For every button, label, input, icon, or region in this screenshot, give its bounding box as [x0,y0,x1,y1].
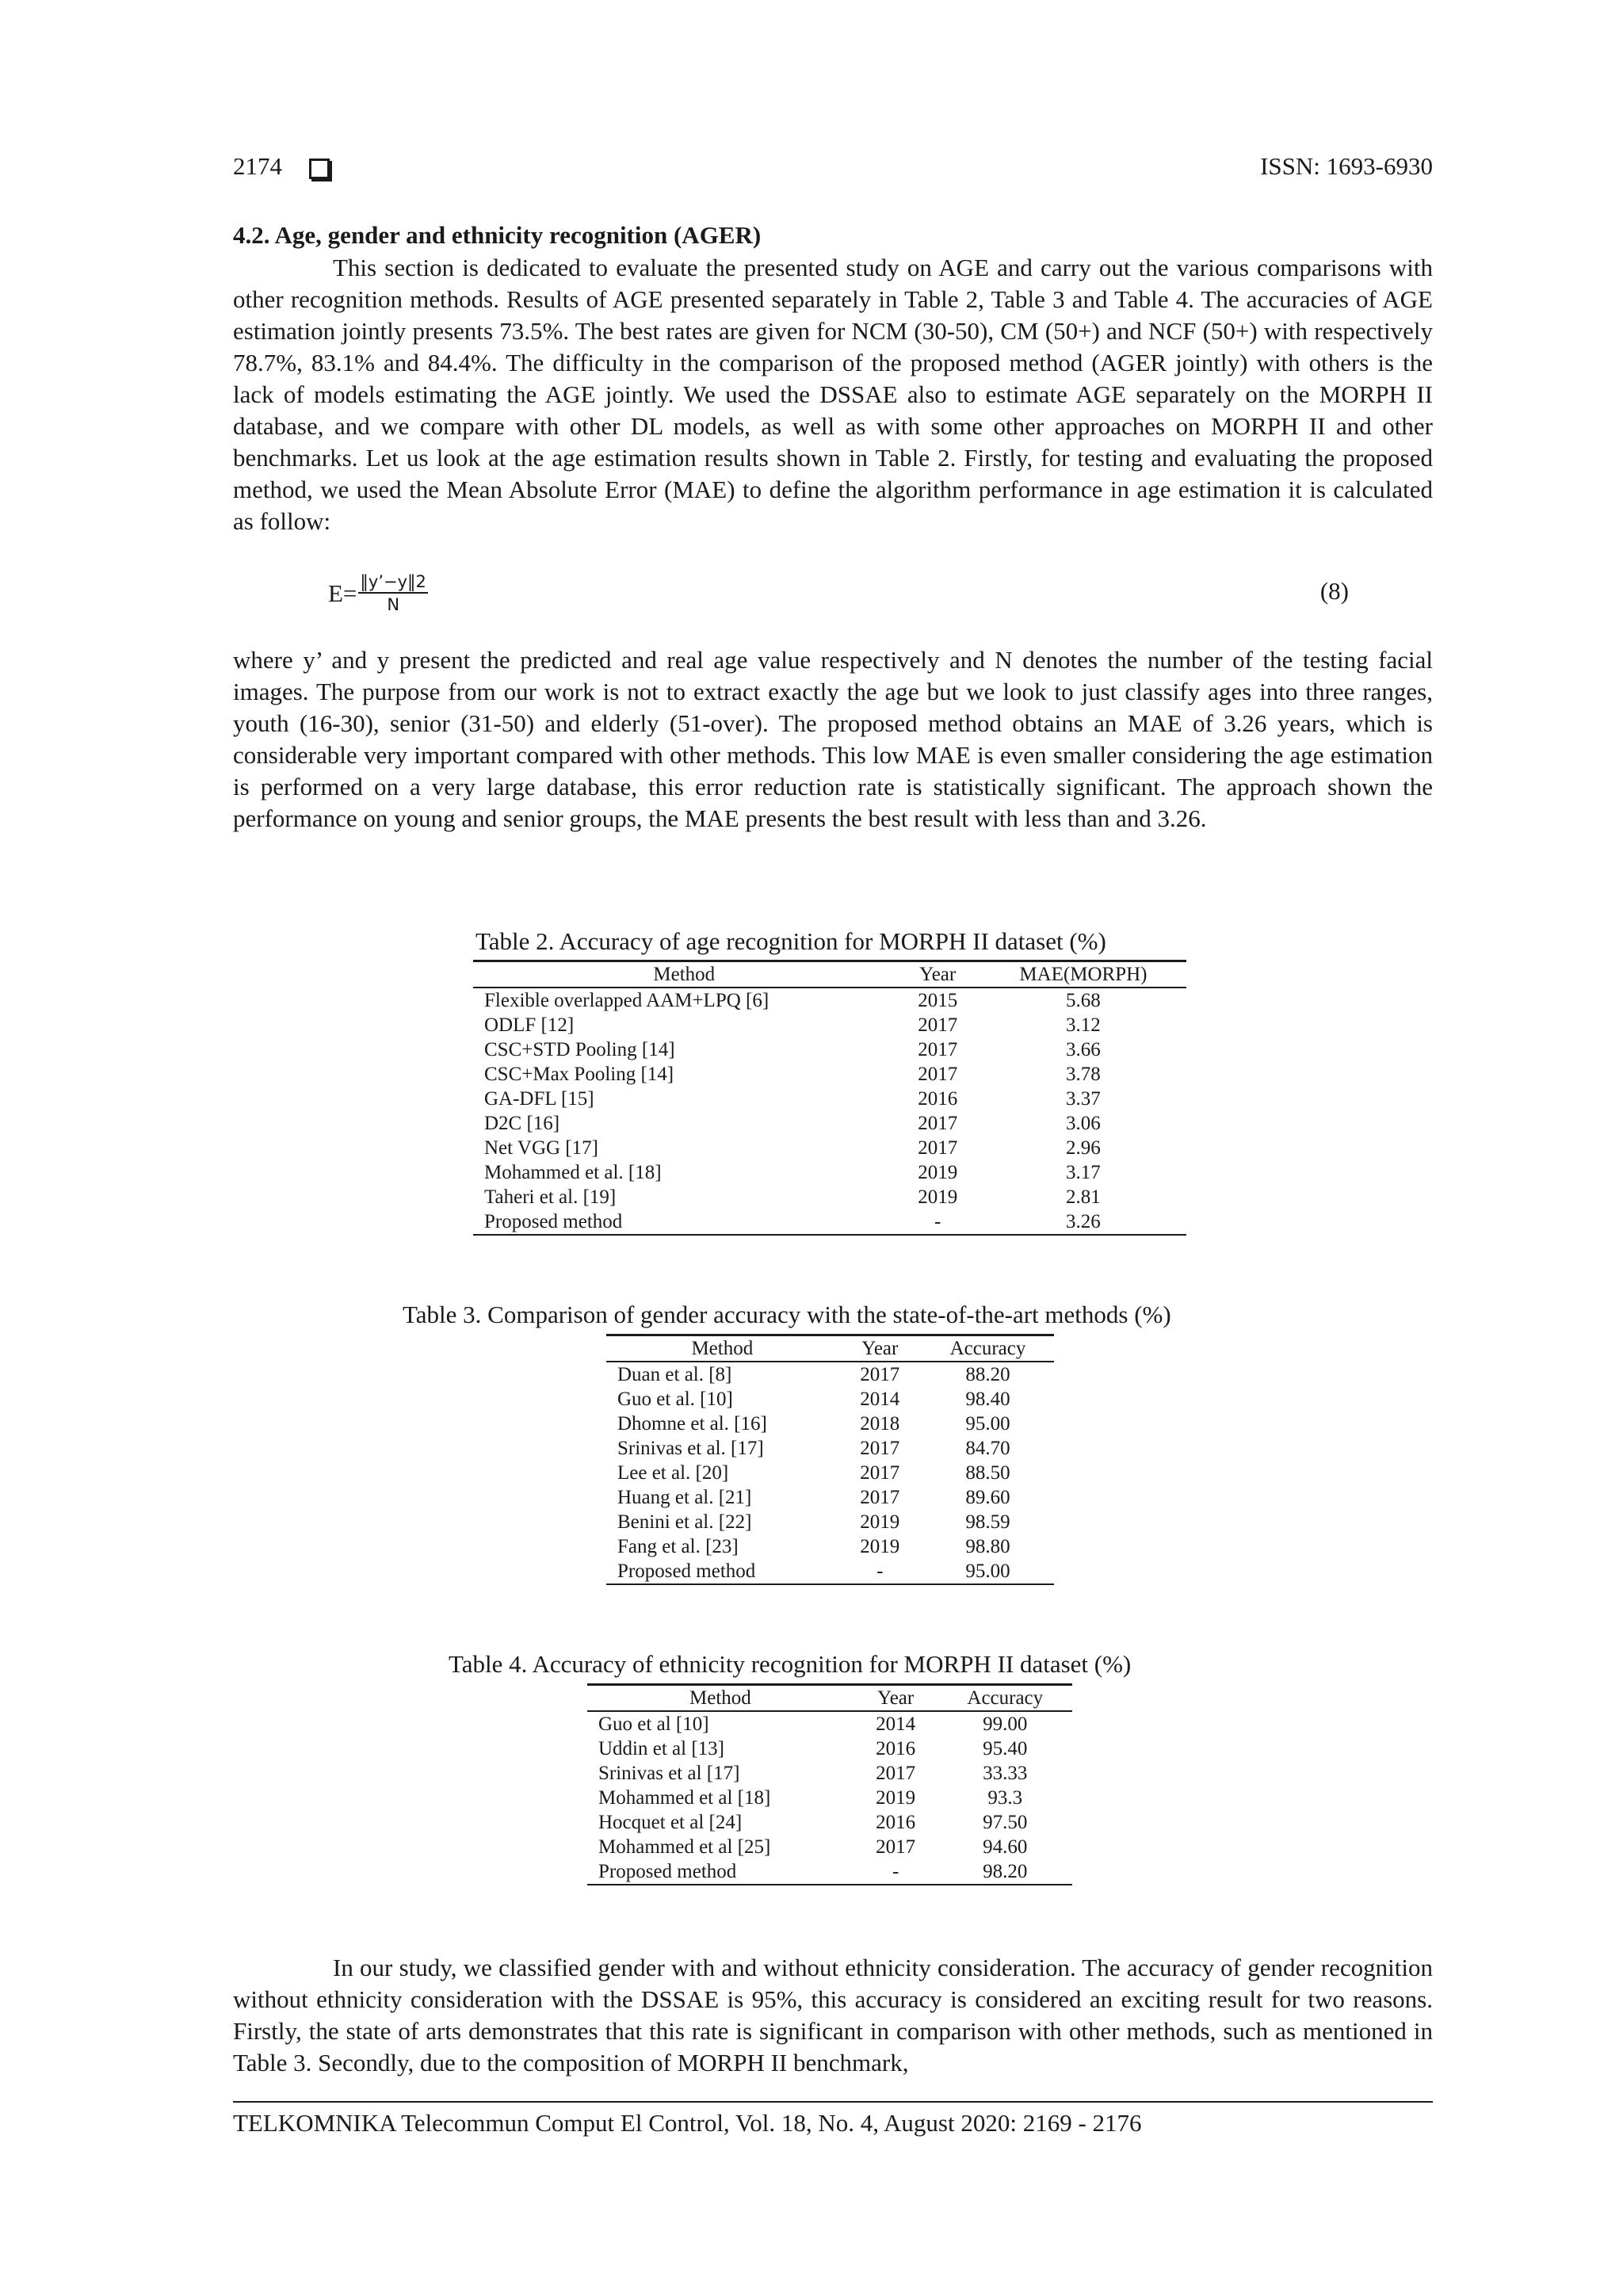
value-cell: 99.00 [983,1713,1028,1735]
equation-lhs: E= [328,579,357,607]
table-row [606,1362,1054,1387]
table-row [587,1859,1072,1885]
table2-header-method: Method [473,961,896,988]
year-cell: 2017 [860,1462,900,1484]
value-cell: 95.00 [922,1559,1054,1584]
table4-header-year: Year [854,1685,938,1712]
section-title: 4.2. Age, gender and ethnicity recognition (AGER) [233,221,762,249]
table2-header-year: Year [896,961,980,988]
table-row [587,1736,1072,1761]
year-cell: 2017 [918,1014,958,1036]
table2-header-mae: MAE(MORPH) [980,961,1186,988]
method-cell: Flexible overlapped AAM+LPQ [6] [484,990,769,1011]
method-cell: Lee et al. [20] [617,1462,729,1484]
method-cell: Uddin et al [13] [598,1738,724,1759]
table3-header-accuracy: Accuracy [922,1335,1054,1362]
table4-header-method: Method [587,1685,854,1712]
year-cell: 2017 [918,1113,958,1134]
method-cell: Proposed method [606,1559,838,1584]
method-cell: Guo et al [10] [598,1713,709,1735]
table-row [587,1786,1072,1810]
value-cell: 93.3 [987,1787,1023,1809]
value-cell: 2.81 [1066,1186,1101,1208]
value-cell: 98.80 [965,1536,1010,1557]
year-cell: 2019 [860,1511,900,1533]
year-cell: 2019 [876,1787,916,1809]
value-cell: 3.26 [980,1209,1186,1235]
equation [328,572,428,614]
value-cell: 3.17 [1066,1162,1101,1183]
equation-fraction [358,572,428,614]
year-cell: 2017 [876,1836,916,1858]
value-cell: 88.50 [965,1462,1010,1484]
table-row [606,1534,1054,1559]
method-cell: Hocquet et al [24] [598,1812,743,1833]
year-cell: 2016 [876,1812,916,1833]
value-cell: 98.40 [965,1389,1010,1410]
value-cell: 3.78 [1066,1064,1101,1085]
value-cell: 89.60 [965,1487,1010,1508]
table-row [473,988,1186,1013]
table-row [587,1835,1072,1859]
year-cell: 2017 [918,1064,958,1085]
table-row [587,1761,1072,1786]
value-cell: 95.00 [965,1413,1010,1435]
table4-header-accuracy: Accuracy [938,1685,1072,1712]
value-cell: 5.68 [1066,990,1101,1011]
table3-header-year: Year [838,1335,922,1362]
table3 [606,1334,1054,1585]
method-cell: D2C [16] [484,1113,560,1134]
paragraph-mae: where y’ and y present the predicted and real age value respectively and N denotes the number of the testing facial images. The purpose from our work is not to extract exactly the age but we look to just classify ages into three ranges, youth (16-30), senior (31-50) and elderly (51-over). The proposed method obtains an MAE of 3.26 years, which is considerable very important compared with other methods. This low MAE is even smaller considering the age estimation is performed on a very large database, this error reduction rate is statistically significant. The approach shown the performance on young and senior groups, the MAE presents the best result with less than and 3.26. [233,646,1433,832]
value-cell: 3.37 [1066,1088,1101,1110]
year-cell: 2017 [918,1137,958,1159]
method-cell: Guo et al. [10] [617,1389,733,1410]
method-cell: GA-DFL [15] [484,1088,594,1110]
method-cell: Net VGG [17] [484,1137,598,1159]
value-cell: 3.12 [1066,1014,1101,1036]
value-cell: 98.59 [965,1511,1010,1533]
table4 [587,1683,1072,1885]
value-cell: 98.20 [938,1859,1072,1885]
year-cell: 2017 [918,1039,958,1060]
year-cell: - [896,1209,980,1235]
year-cell: 2016 [876,1738,916,1759]
year-cell: - [838,1559,922,1584]
method-cell: CSC+STD Pooling [14] [484,1039,675,1060]
method-cell: Proposed method [587,1859,854,1885]
method-cell: Srinivas et al [17] [598,1763,740,1784]
year-cell: 2018 [860,1413,900,1435]
year-cell: 2019 [918,1186,958,1208]
table-row [473,1185,1186,1209]
equation-number: (8) [1319,577,1349,605]
table-row [606,1387,1054,1412]
method-cell: CSC+Max Pooling [14] [484,1064,674,1085]
table-row [606,1461,1054,1485]
year-cell: 2019 [918,1162,958,1183]
table3-header-method: Method [606,1335,838,1362]
method-cell: ODLF [12] [484,1014,575,1036]
value-cell: 84.70 [965,1438,1010,1459]
year-cell: 2017 [876,1763,916,1784]
method-cell: Benini et al. [22] [617,1511,752,1533]
square-icon [309,159,330,179]
paragraph-intro: This section is dedicated to evaluate the presented study on AGE and carry out the various comparisons with other recognition methods. Results of AGE presented separately in Table 2, Table 3 and Table 4. The accuracies of AGE estimation jointly presents 73.5%. The best rates are given for NCM (30-50), CM (50+) and NCF (50+) with respectively 78.7%, 83.1% and 84.4%. The difficulty in the comparison of the proposed method (AGER jointly) with others is the lack of models estimating the AGE jointly. We used the DSSAE also to estimate AGE separately on the MORPH II database, and we compare with other DL models, as well as with some other approaches on MORPH II and other benchmarks. Let us look at the age estimation results shown in Table 2. Firstly, for testing and evaluating the proposed method, we used the Mean Absolute Error (MAE) to define the algorithm performance in age estimation it is calculated as follow: [233,254,1433,535]
table-row [473,1062,1186,1087]
year-cell: 2017 [860,1487,900,1508]
method-cell: Proposed method [473,1209,896,1235]
table-row [473,1136,1186,1160]
year-cell: 2014 [860,1389,900,1410]
table2-caption: Table 2. Accuracy of age recognition for MORPH II dataset (%) [475,927,1106,955]
value-cell: 3.66 [1066,1039,1101,1060]
method-cell: Dhomne et al. [16] [617,1413,767,1435]
method-cell: Mohammed et al [25] [598,1836,771,1858]
page-number: 2174 [233,152,282,180]
year-cell: 2016 [918,1088,958,1110]
table-row [606,1559,1054,1584]
table-row [473,1037,1186,1062]
value-cell: 95.40 [983,1738,1028,1759]
table-row [473,1209,1186,1235]
equation-denominator: N [387,595,400,614]
paragraph-gender: In our study, we classified gender with and without ethnicity consideration. The accuracy of gender recognition without ethnicity consideration with the DSSAE is 95%, this accuracy is considered an exciting result for two reasons. Firstly, the state of arts demonstrates that this rate is significant in comparison with other methods, such as mentioned in Table 3. Secondly, due to the composition of MORPH II benchmark, [233,1954,1433,2076]
page-header [233,152,1433,190]
table-row [473,1087,1186,1111]
value-cell: 2.96 [1066,1137,1101,1159]
value-cell: 97.50 [983,1812,1028,1833]
method-cell: Mohammed et al [18] [598,1787,771,1809]
year-cell: 2017 [860,1364,900,1385]
table-row [606,1510,1054,1534]
value-cell: 88.20 [965,1364,1010,1385]
value-cell: 33.33 [983,1763,1028,1784]
table-row [473,1160,1186,1185]
table4-caption: Table 4. Accuracy of ethnicity recognition for MORPH II dataset (%) [449,1650,1132,1678]
table-row [473,1111,1186,1136]
year-cell: 2014 [876,1713,916,1735]
value-cell: 94.60 [983,1836,1028,1858]
method-cell: Duan et al. [8] [617,1364,732,1385]
issn: ISSN: 1693-6930 [1260,152,1433,180]
footer-citation: TELKOMNIKA Telecommun Comput El Control, Vol. 18, No. 4, August 2020: 2169 - 2176 [233,2109,1142,2137]
year-cell: 2019 [860,1536,900,1557]
method-cell: Mohammed et al. [18] [484,1162,662,1183]
method-cell: Huang et al. [21] [617,1487,752,1508]
table-row [606,1436,1054,1461]
year-cell: 2017 [860,1438,900,1459]
table-row [606,1485,1054,1510]
table-row [473,1013,1186,1037]
table-row [587,1711,1072,1736]
year-cell: 2015 [918,990,958,1011]
equation-numerator: ‖y’−y‖2 [358,572,428,594]
method-cell: Fang et al. [23] [617,1536,739,1557]
table-row [587,1810,1072,1835]
table2 [473,960,1186,1236]
table3-caption: Table 3. Comparison of gender accuracy with the state-of-the-art methods (%) [403,1301,1171,1328]
year-cell: - [854,1859,938,1885]
value-cell: 3.06 [1066,1113,1101,1134]
method-cell: Srinivas et al. [17] [617,1438,764,1459]
footer-rule [233,2101,1433,2103]
method-cell: Taheri et al. [19] [484,1186,617,1208]
table-row [606,1412,1054,1436]
